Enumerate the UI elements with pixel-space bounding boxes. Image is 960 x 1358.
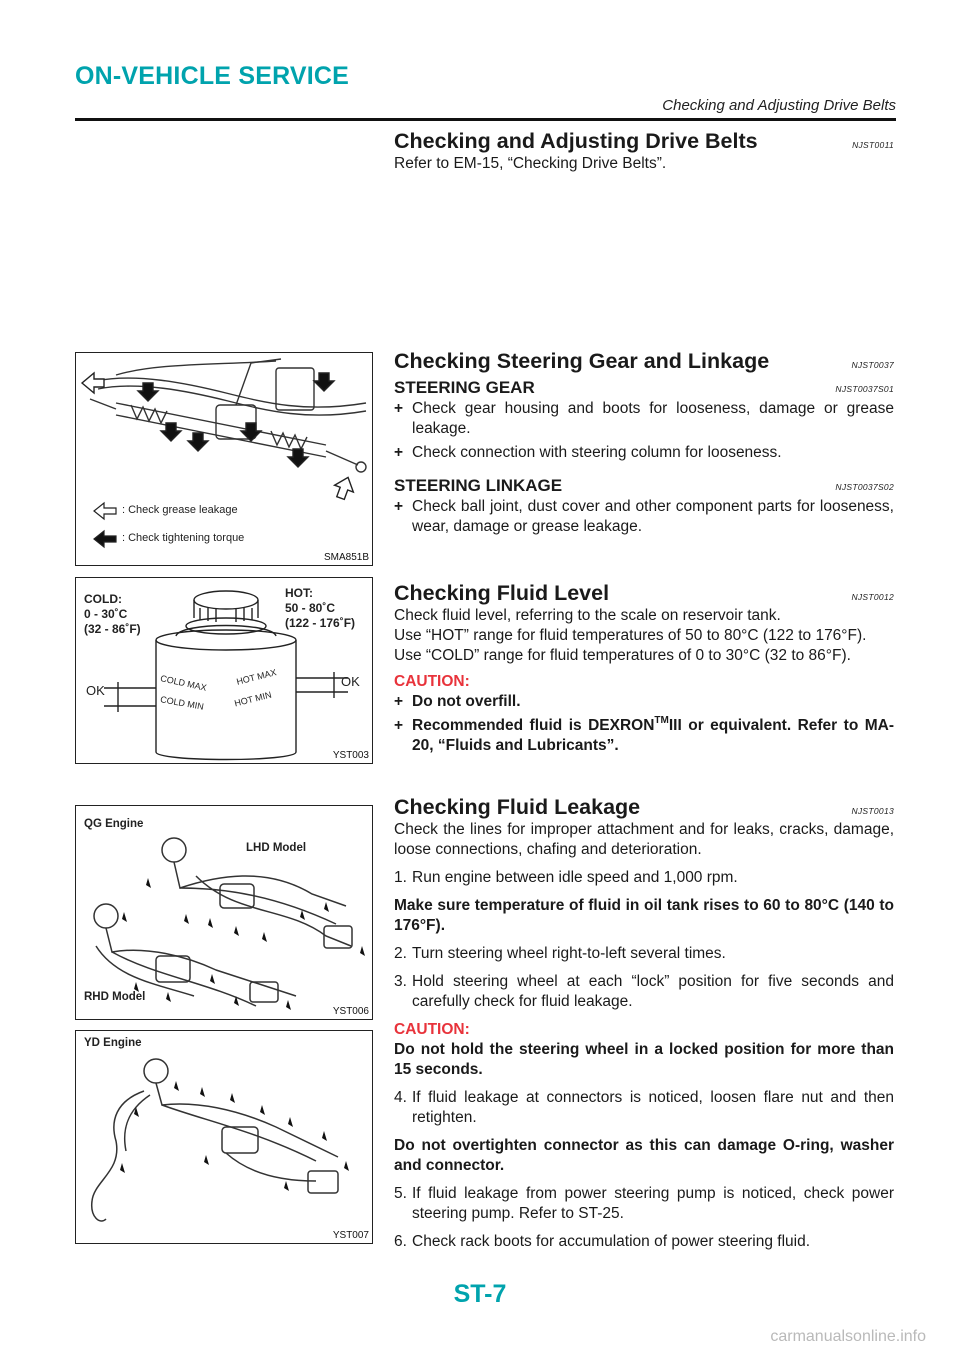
caution-bullet: + Recommended fluid is DEXRON™III or equivalent. Refer to MA-20, “Fluids and Lubricants”. [394, 715, 894, 754]
figure-code: YST003 [332, 750, 369, 761]
bullet-text: Recommended fluid is DEXRON™III or equivalent. Refer to MA-20, “Fluids and Lubricants”. [412, 715, 894, 754]
label-hot-c: 50 - 80˚C [285, 601, 336, 615]
bullet-text: Check gear housing and boots for looseness, damage or grease leakage. [412, 400, 894, 437]
label-hot: HOT: [285, 586, 313, 600]
hollow-arrow-icon [94, 503, 116, 519]
label-hot-f: (122 - 176˚F) [285, 616, 356, 630]
trademark: TM [654, 715, 669, 726]
step-6: 6. Check rack boots for accumulation of power steering fluid. [394, 1233, 811, 1250]
label-cold-f: (32 - 86˚F) [84, 622, 141, 636]
drive-belts-text: Refer to EM-15, “Checking Drive Belts”. [394, 155, 667, 172]
solid-arrow-icon [94, 531, 116, 547]
section-fluid-level [394, 580, 894, 756]
watermark: carmanualsonline.info [770, 1328, 926, 1345]
label-rhd-model: RHD Model [84, 991, 146, 1003]
fluid-level-hot: Use “HOT” range for fluid temperatures of 50 to 80°C (122 to 176°F). [394, 627, 867, 644]
label-ok-right: OK [341, 674, 360, 689]
label-cold-c: 0 - 30˚C [84, 607, 128, 621]
label-ok-left: OK [86, 683, 105, 698]
caution-text: Do not hold the steering wheel in a locked position for more than 15 seconds. [394, 1041, 894, 1078]
figure-code: SMA851B [323, 552, 369, 563]
section-fluid-leakage [394, 794, 894, 1252]
step-4: 4. If fluid leakage at connectors is noticed, loosen flare nut and then retighten. [394, 1089, 894, 1126]
label-hot-min: HOT MIN [233, 689, 273, 709]
header-rule [75, 118, 896, 121]
subheading-steering-gear [394, 377, 894, 399]
figure-code: YST007 [332, 1230, 369, 1241]
section-subtitle: Checking and Adjusting Drive Belts [662, 97, 896, 114]
figure-yd-engine-lines [75, 1030, 373, 1244]
figure-steering-gear [75, 352, 373, 566]
yd-engine-illustration [76, 1031, 373, 1244]
caution-bullet: + Do not overfill. [394, 692, 894, 712]
heading-text: Checking Steering Gear and Linkage [394, 349, 770, 373]
fluid-level-cold: Use “COLD” range for fluid temperatures of 0 to 30°C (32 to 86°F). [394, 647, 851, 664]
bullet-text: Check ball joint, dust cover and other component parts for looseness, wear, damage or grease leakage. [412, 498, 894, 535]
label-hot-max: HOT MAX [235, 667, 278, 687]
step-2: 2. Turn steering wheel right-to-left several times. [394, 945, 726, 962]
page-number: ST-7 [453, 1280, 507, 1308]
label-qg-engine: QG Engine [84, 818, 144, 830]
bullet-item: + Check ball joint, dust cover and other component parts for looseness, wear, damage or grease leakage. [394, 498, 894, 535]
label-cold: COLD: [84, 592, 122, 606]
bullet-text: Check connection with steering column for looseness. [412, 444, 782, 461]
heading-text: Checking Fluid Leakage [394, 795, 641, 819]
subsection-code: NJST0037S02 [835, 482, 894, 492]
fluid-level-text: Check fluid level, referring to the scale on reservoir tank. [394, 607, 781, 624]
heading-text: Checking and Adjusting Drive Belts [394, 129, 758, 153]
subheading-steering-linkage [394, 475, 894, 497]
label-lhd-model: LHD Model [246, 842, 307, 854]
bullet-item: + Check connection with steering column for looseness. [394, 443, 894, 463]
heading-fluid-leakage [394, 794, 894, 820]
subheading-text: STEERING GEAR [394, 378, 535, 397]
subsection-code: NJST0037S01 [835, 384, 894, 394]
bullet-text: Do not overfill. [412, 693, 521, 710]
step-5: 5. If fluid leakage from power steering pump is noticed, check power steering pump. Refer to ST-25. [394, 1185, 894, 1222]
label-cold-min: COLD MIN [159, 694, 205, 712]
note-overtighten: Do not overtighten connector as this can damage O-ring, washer and connector. [394, 1137, 894, 1174]
label-cold-max: COLD MAX [159, 673, 208, 693]
step-1: 1. Run engine between idle speed and 1,000 rpm. [394, 869, 738, 886]
heading-fluid-level [394, 580, 894, 606]
figure-reservoir-tank [75, 577, 373, 764]
bullet-item: + Check gear housing and boots for looseness, damage or grease leakage. [394, 400, 894, 437]
section-code: NJST0037 [851, 360, 894, 370]
section-steering-gear [394, 348, 894, 537]
subheading-text: STEERING LINKAGE [394, 476, 563, 495]
section-code: NJST0013 [851, 806, 894, 816]
step-3: 3. Hold steering wheel at each “lock” position for five seconds and carefully check for fluid leakage. [394, 973, 894, 1010]
label-yd-engine: YD Engine [84, 1037, 142, 1049]
caution-label: CAUTION: [394, 1021, 470, 1038]
leakage-intro: Check the lines for improper attachment and for leaks, cracks, damage, loose connections, chafing and deterioration. [394, 821, 894, 858]
figure-code: YST006 [332, 1006, 369, 1017]
section-drive-belts [394, 128, 894, 174]
caution-label: CAUTION: [394, 673, 470, 690]
section-code: NJST0012 [851, 592, 894, 602]
heading-drive-belts [394, 128, 894, 154]
section-code: NJST0011 [852, 140, 894, 150]
note-temperature: Make sure temperature of fluid in oil tank rises to 60 to 80°C (140 to 176°F). [394, 897, 894, 934]
legend-grease: : Check grease leakage [122, 504, 238, 516]
figure-qg-engine-lines [75, 805, 373, 1020]
legend-torque: : Check tightening torque [122, 532, 245, 544]
heading-text: Checking Fluid Level [394, 581, 610, 605]
section-title: ON-VEHICLE SERVICE [75, 62, 350, 90]
heading-steering-gear [394, 348, 894, 374]
qg-engine-illustration [76, 806, 373, 1020]
